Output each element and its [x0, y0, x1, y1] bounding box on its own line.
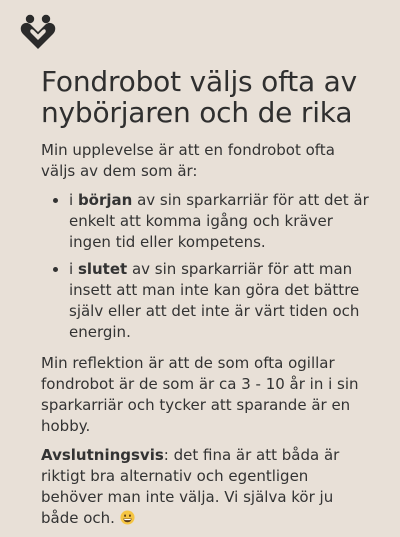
intro-paragraph: Min upplevelse är att en fondrobot ofta väljs av dem som är:	[41, 141, 335, 180]
reflection-paragraph: Min reflektion är att de som ofta ogillar fondrobot är de som är ca 3 - 10 år in i sin sparkarriär och tycker att sparande är en hobby.	[41, 354, 359, 435]
bold-term: början	[77, 191, 133, 209]
page-title: Fondrobot väljs ofta av nybörjaren och de rika	[41, 65, 358, 129]
heart-people-logo-icon	[19, 13, 57, 51]
list-item: • i slutet av sin sparkarriär för att man insett att man inte kan göra det bättre själv eller att det inte är värt tiden och energin.	[69, 259, 369, 343]
bold-term: slutet	[77, 260, 128, 278]
list-item: • i början av sin sparkarriär för att det är enkelt att komma igång och kräver ingen tid eller kompetens.	[69, 190, 369, 253]
conclusion-label: Avslutningsvis	[41, 446, 164, 464]
grinning-face-emoji-icon	[120, 510, 135, 525]
body-text	[41, 140, 369, 537]
bullet-list	[41, 190, 369, 343]
conclusion-paragraph: Avslutningsvis: det fina är att båda är riktigt bra alternativ och egentligen behöver man inte välja. Vi själva kör ju både och.	[41, 446, 340, 527]
